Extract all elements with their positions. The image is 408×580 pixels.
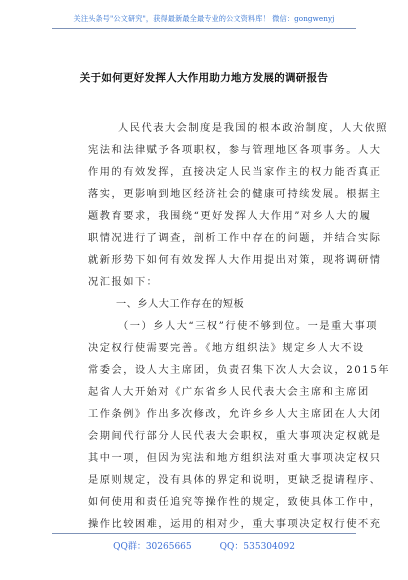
body-line: 决定权行使需要完善。《地方组织法》规定乡人大不设 <box>88 343 365 354</box>
header-promo-note: 关注头条号"公文研究"，获得最新最全最专业的公文资料库！ 微信：gongwenyj <box>73 14 335 23</box>
section-heading: 一、乡人大工作存在的短板 <box>116 299 245 310</box>
body-line: 作用的有效发挥，直接决定人民当家作主的权力能否真正 <box>88 167 382 178</box>
body-line: 宪法和法律赋予各项职权，参与管理地区各项事务。人大 <box>88 145 382 156</box>
body-line: 职情况进行了调查，剖析工作中存在的问题，并结合实际 <box>88 233 382 244</box>
body-line: 其中一项，但因为宪法和地方组织法对重大事项决定权只 <box>88 453 382 464</box>
body-line: 常委会，设人大主席团，负责召集下次人大会议，2015年 <box>88 365 391 376</box>
footer-qq-number: QQ：535304092 <box>219 542 295 552</box>
body-line: 况汇报如下： <box>88 277 159 288</box>
body-line: 人民代表大会制度是我国的根本政治制度，人大依照 <box>118 123 388 134</box>
body-line: 就新形势下如何有效发挥人大作用提出对策，现将调研情 <box>88 255 382 266</box>
document-title: 关于如何更好发挥人大作用助力地方发展的调研报告 <box>79 72 329 84</box>
body-line: 是原则规定，没有具体的界定和说明，更缺乏提请程序、 <box>88 475 382 486</box>
body-line: （一）乡人大“三权”行使不够到位。一是重大事项 <box>118 321 379 332</box>
footer-qq-group: QQ群：30265665 <box>113 542 192 552</box>
body-line: 起省人大开始对《广东省乡人民代表大会主席和主席团 <box>88 387 370 398</box>
body-line: 工作条例》作出多次修改，允许乡乡人大主席团在人大闭 <box>88 409 382 420</box>
body-line: 会期间代行部分人民代表大会职权，重大事项决定权就是 <box>88 431 382 442</box>
footer-contact <box>0 539 408 552</box>
body-line: 题教育要求，我围绕“更好发挥人大作用”对乡人大的履 <box>88 211 372 222</box>
footer-divider <box>52 533 356 534</box>
body-line: 操作比较困难，运用的相对少，重大事项决定权行使不充 <box>88 519 382 530</box>
body-line: 如何使用和责任追究等操作性的规定，致使具体工作中， <box>88 497 382 508</box>
body-line: 落实，更影响到地区经济社会的健康可持续发展。根据主 <box>88 189 382 200</box>
